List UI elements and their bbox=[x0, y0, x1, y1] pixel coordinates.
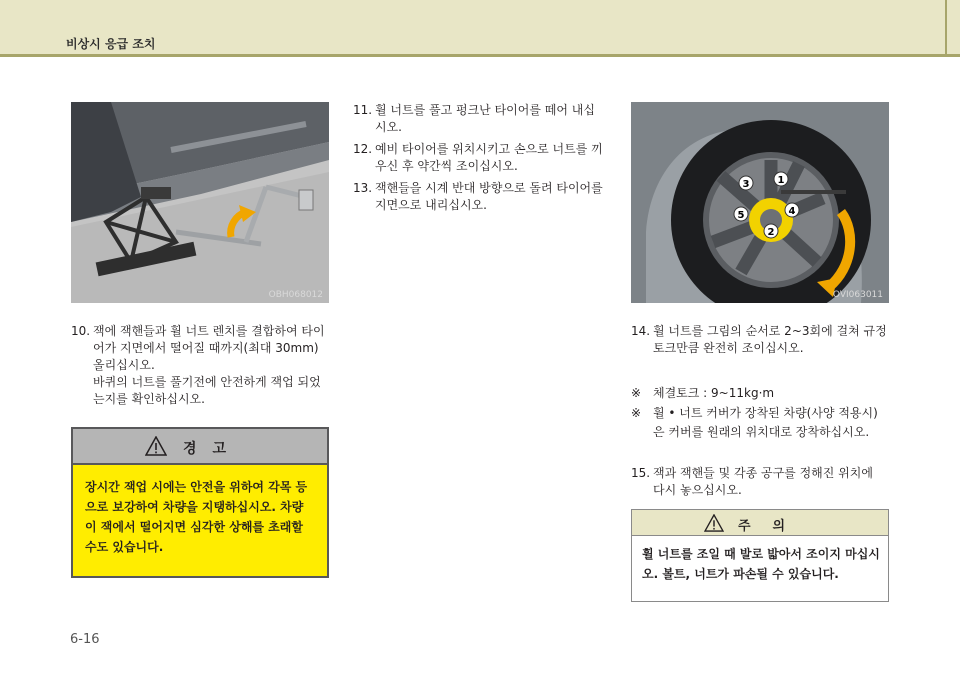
step-text-line: 시오. bbox=[375, 120, 402, 134]
wheel-photo bbox=[631, 102, 889, 303]
caution-text-line: 휠 너트를 조일 때 발로 밟아서 조이지 마십시 bbox=[642, 547, 880, 561]
step-text-line: 휠 너트를 그림의 순서로 2~3회에 걸쳐 규정 bbox=[653, 324, 887, 338]
step-number: 15. bbox=[631, 466, 651, 480]
warning-title: 경고 bbox=[183, 441, 243, 457]
caution-box bbox=[631, 509, 889, 602]
step-number: 10. bbox=[71, 324, 91, 338]
step-number: 12. bbox=[353, 142, 373, 156]
header-rule bbox=[0, 54, 960, 57]
step-11 bbox=[353, 102, 615, 136]
step-text-line: 올리십시오. bbox=[93, 358, 155, 372]
note-text-line: 은 커버를 원래의 위치대로 장착하십시오. bbox=[653, 425, 870, 439]
page-number: 6-16 bbox=[70, 632, 100, 647]
step-number: 14. bbox=[631, 324, 651, 338]
step-10 bbox=[71, 323, 333, 408]
caution-header bbox=[632, 510, 888, 536]
step-text-line: 잭핸들을 시계 반대 방향으로 돌려 타이어를 bbox=[375, 181, 603, 195]
nut-label-1: 1 bbox=[777, 175, 785, 186]
caution-triangle-icon bbox=[704, 514, 724, 532]
step-15 bbox=[631, 465, 893, 499]
warning-text-line: 이 잭에서 떨어지면 심각한 상해를 초래할 bbox=[85, 520, 303, 534]
caution-text bbox=[632, 536, 888, 584]
nut-label-5: 5 bbox=[737, 210, 745, 221]
step-text-line: 잭에 잭핸들과 휠 너트 렌치를 결합하여 타이 bbox=[93, 324, 325, 338]
step-text-line: 토크만큼 완전히 조이십시오. bbox=[653, 341, 804, 355]
note-torque bbox=[631, 384, 893, 403]
warning-box bbox=[71, 427, 329, 578]
warning-header bbox=[73, 429, 327, 465]
header-divider bbox=[945, 0, 947, 56]
warning-triangle-icon bbox=[145, 436, 167, 456]
step-text-line: 우신 후 약간씩 조이십시오. bbox=[375, 159, 518, 173]
nut-label-3: 3 bbox=[742, 179, 750, 190]
figure-code: OBH068012 bbox=[268, 290, 323, 300]
caution-title: 주의 bbox=[738, 519, 808, 534]
note-text-line: 휠 • 너트 커버가 장착된 차량(사양 적용시) bbox=[653, 406, 878, 420]
step-text-line: 어가 지면에서 떨어질 때까지(최대 30mm) bbox=[93, 341, 319, 355]
caution-text-line: 오. 볼트, 너트가 파손될 수 있습니다. bbox=[642, 567, 839, 581]
note-mark: ※ bbox=[631, 406, 642, 420]
step-12 bbox=[353, 141, 615, 175]
step-number: 11. bbox=[353, 103, 373, 117]
section-title: 비상시 응급 조치 bbox=[66, 37, 156, 51]
step-text-line: 바퀴의 너트를 풀기전에 안전하게 잭업 되었 bbox=[93, 375, 321, 389]
warning-text-line: 장시간 잭업 시에는 안전을 위하여 각목 등 bbox=[85, 480, 308, 494]
step-text-line: 는지를 확인하십시오. bbox=[93, 392, 205, 406]
step-text-line: 다시 놓으십시오. bbox=[653, 483, 742, 497]
step-number: 13. bbox=[353, 181, 373, 195]
step-text-line: 예비 타이어를 위치시키고 손으로 너트를 끼 bbox=[375, 142, 603, 156]
figure-code: OVI063011 bbox=[832, 290, 883, 300]
note-text-line: 체결토크 : 9~11kg·m bbox=[653, 386, 775, 400]
step-text-line: 휠 너트를 풀고 펑크난 타이어를 떼어 내십 bbox=[375, 103, 595, 117]
note-cover bbox=[631, 404, 893, 442]
step-13 bbox=[353, 180, 615, 214]
wheel-illustration bbox=[631, 102, 889, 303]
step-text-line: 잭과 잭핸들 및 각종 공구를 정해진 위치에 bbox=[653, 466, 873, 480]
warning-text-line: 으로 보강하여 차량을 지탱하십시오. 차량 bbox=[85, 500, 304, 514]
warning-text bbox=[73, 465, 327, 557]
step-text-line: 지면으로 내리십시오. bbox=[375, 198, 487, 212]
nut-label-2: 2 bbox=[767, 227, 775, 238]
jack-illustration bbox=[71, 102, 329, 303]
warning-text-line: 수도 있습니다. bbox=[85, 540, 164, 554]
note-mark: ※ bbox=[631, 386, 642, 400]
nut-label-4: 4 bbox=[788, 206, 796, 217]
jack-photo bbox=[71, 102, 329, 303]
step-14 bbox=[631, 323, 893, 357]
